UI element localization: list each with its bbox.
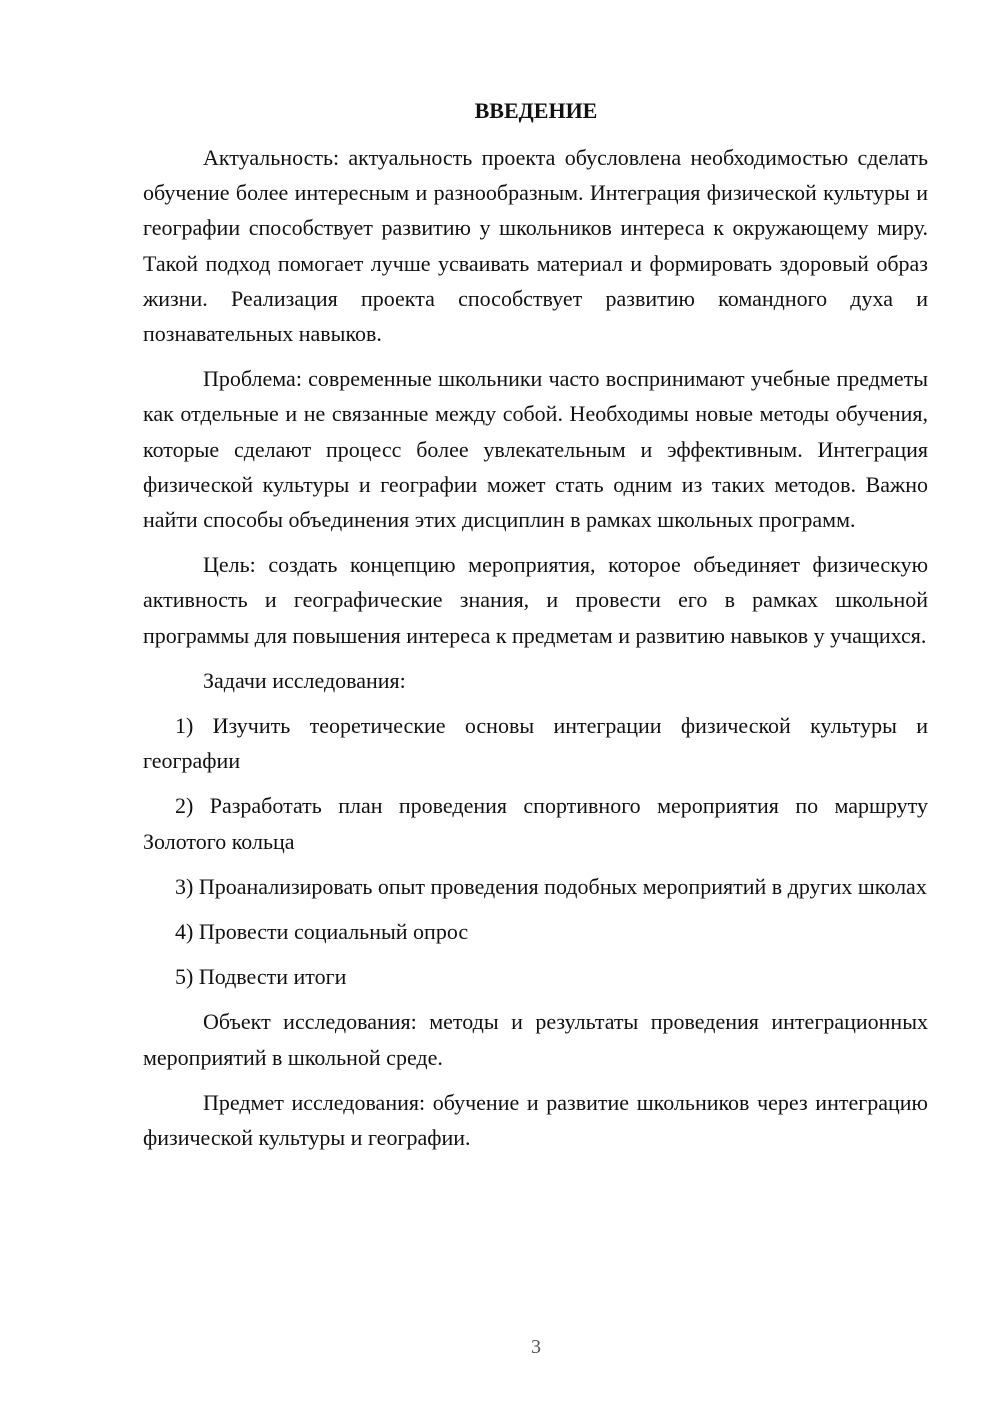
paragraph-problem: Проблема: современные школьники часто воспринимают учебные предметы как отдельные и не связанные между собой. Необходимы новые методы обучения, которые сделают процесс более увлекательным и эффективным. Интеграция физической культуры и географии может стать одним из таких методов. Важно найти способы объединения этих дисциплин в рамках школьных программ. [143,366,928,533]
tasks-heading: Задачи исследования: [203,667,406,693]
paragraph-object: Объект исследования: методы и результаты проведения интеграционных мероприятий в школьной среде. [143,1009,928,1070]
task-item-5: 5) Подвести итоги [175,964,347,990]
task-item-3: 3) Проанализировать опыт проведения подобных мероприятий в других школах [175,873,927,899]
task-item-4: 4) Провести социальный опрос [175,919,469,945]
paragraph-relevance: Актуальность: актуальность проекта обусловлена необходимостью сделать обучение более интересным и разнообразным. Интеграция физической культуры и географии способствует развитию у школьников интереса к окружающему миру. Такой подход помогает лучше усваивать материал и формировать здоровый образ жизни. Реализация проекта способствует развитию командного духа и познавательных навыков. [143,145,928,347]
paragraph-goal: Цель: создать концепцию мероприятия, которое объединяет физическую активность и географические знания, и провести его в рамках школьной программы для повышения интереса к предметам и развитию навыков у учащихся. [143,552,928,648]
task-item-1: 1) Изучить теоретические основы интеграции физической культуры и географии [143,713,928,774]
paragraph-subject: Предмет исследования: обучение и развитие школьников через интеграцию физической культуры и географии. [143,1089,928,1151]
document-body [143,140,928,1165]
task-item-2: 2) Разработать план проведения спортивного мероприятия по маршруту Золотого кольца [143,793,928,854]
page-number: 3 [531,1336,541,1358]
page-title: ВВЕДЕНИЕ [474,98,598,123]
